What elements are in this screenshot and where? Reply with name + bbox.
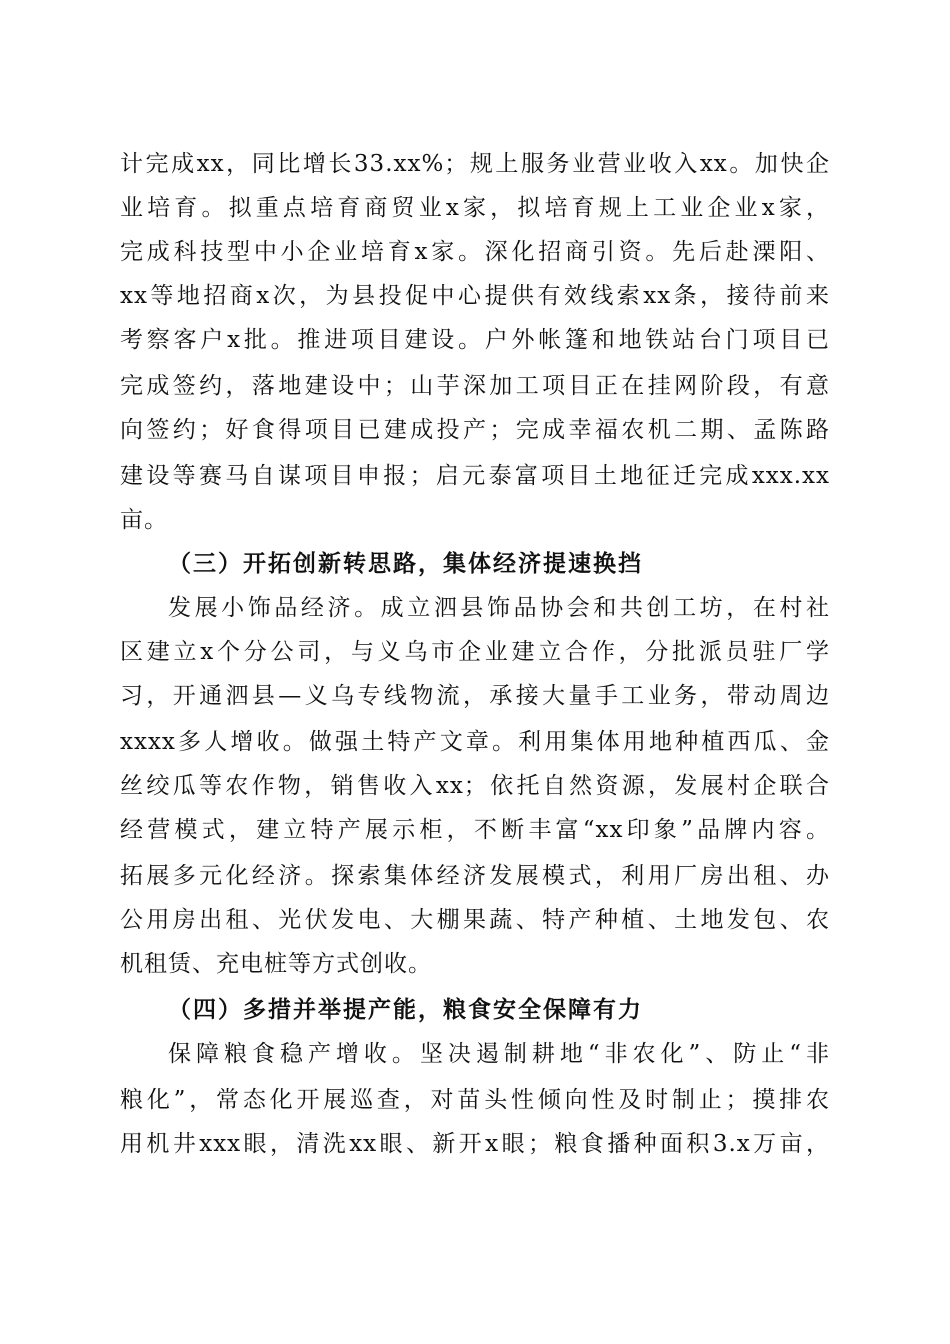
body-text-line: 丝绞瓜等农作物，销售收入xx；依托自然资源，发展村企联合	[120, 773, 830, 799]
body-text-line: 完成科技型中小企业培育x家。深化招商引资。先后赴溧阳、	[120, 239, 830, 265]
body-text-line: 完成签约，落地建设中；山芋深加工项目正在挂网阶段，有意	[120, 373, 830, 399]
body-text-line: 经营模式，建立特产展示柜，不断丰富“xx印象”品牌内容。	[120, 817, 830, 843]
body-text-line: 向签约；好食得项目已建成投产；完成幸福农机二期、孟陈路	[120, 417, 830, 443]
body-text-line: 用机井xxx眼，清洗xx眼、新开x眼；粮食播种面积3.x万亩，	[120, 1131, 830, 1157]
body-text-line: 粮化”，常态化开展巡查，对苗头性倾向性及时制止；摸排农	[120, 1087, 830, 1113]
body-text-line: 习，开通泗县—义乌专线物流，承接大量手工业务，带动周边	[120, 683, 830, 709]
body-text-line: 区建立x个分公司，与义乌市企业建立合作，分批派员驻厂学	[120, 639, 830, 665]
section-heading-4: （四）多措并举提产能，粮食安全保障有力	[168, 996, 643, 1023]
body-text-line: xxxx多人增收。做强土特产文章。利用集体用地种植西瓜、金	[120, 729, 830, 755]
body-text-line: 机租赁、充电桩等方式创收。	[120, 951, 432, 977]
body-text-line: 亩。	[120, 507, 168, 533]
section-heading-3: （三）开拓创新转思路，集体经济提速换挡	[168, 550, 643, 577]
body-text-line: 考察客户x批。推进项目建设。户外帐篷和地铁站台门项目已	[120, 327, 830, 353]
body-text-line: 公用房出租、光伏发电、大棚果蔬、特产种植、土地发包、农	[120, 907, 830, 933]
body-text-line: 拓展多元化经济。探索集体经济发展模式，利用厂房出租、办	[120, 863, 830, 889]
paragraph-first-line: 发展小饰品经济。成立泗县饰品协会和共创工坊，在村社	[168, 595, 830, 621]
body-text-line: xx等地招商x次，为县投促中心提供有效线索xx条，接待前来	[120, 283, 830, 309]
body-text-line: 计完成xx，同比增长33.xx%；规上服务业营业收入xx。加快企	[120, 151, 830, 177]
paragraph-first-line: 保障粮食稳产增收。坚决遏制耕地“非农化”、防止“非	[168, 1041, 830, 1067]
body-text-line: 建设等赛马自谋项目申报；启元泰富项目土地征迁完成xxx.xx	[120, 463, 830, 489]
body-text-line: 业培育。拟重点培育商贸业x家，拟培育规上工业企业x家，	[120, 195, 830, 221]
